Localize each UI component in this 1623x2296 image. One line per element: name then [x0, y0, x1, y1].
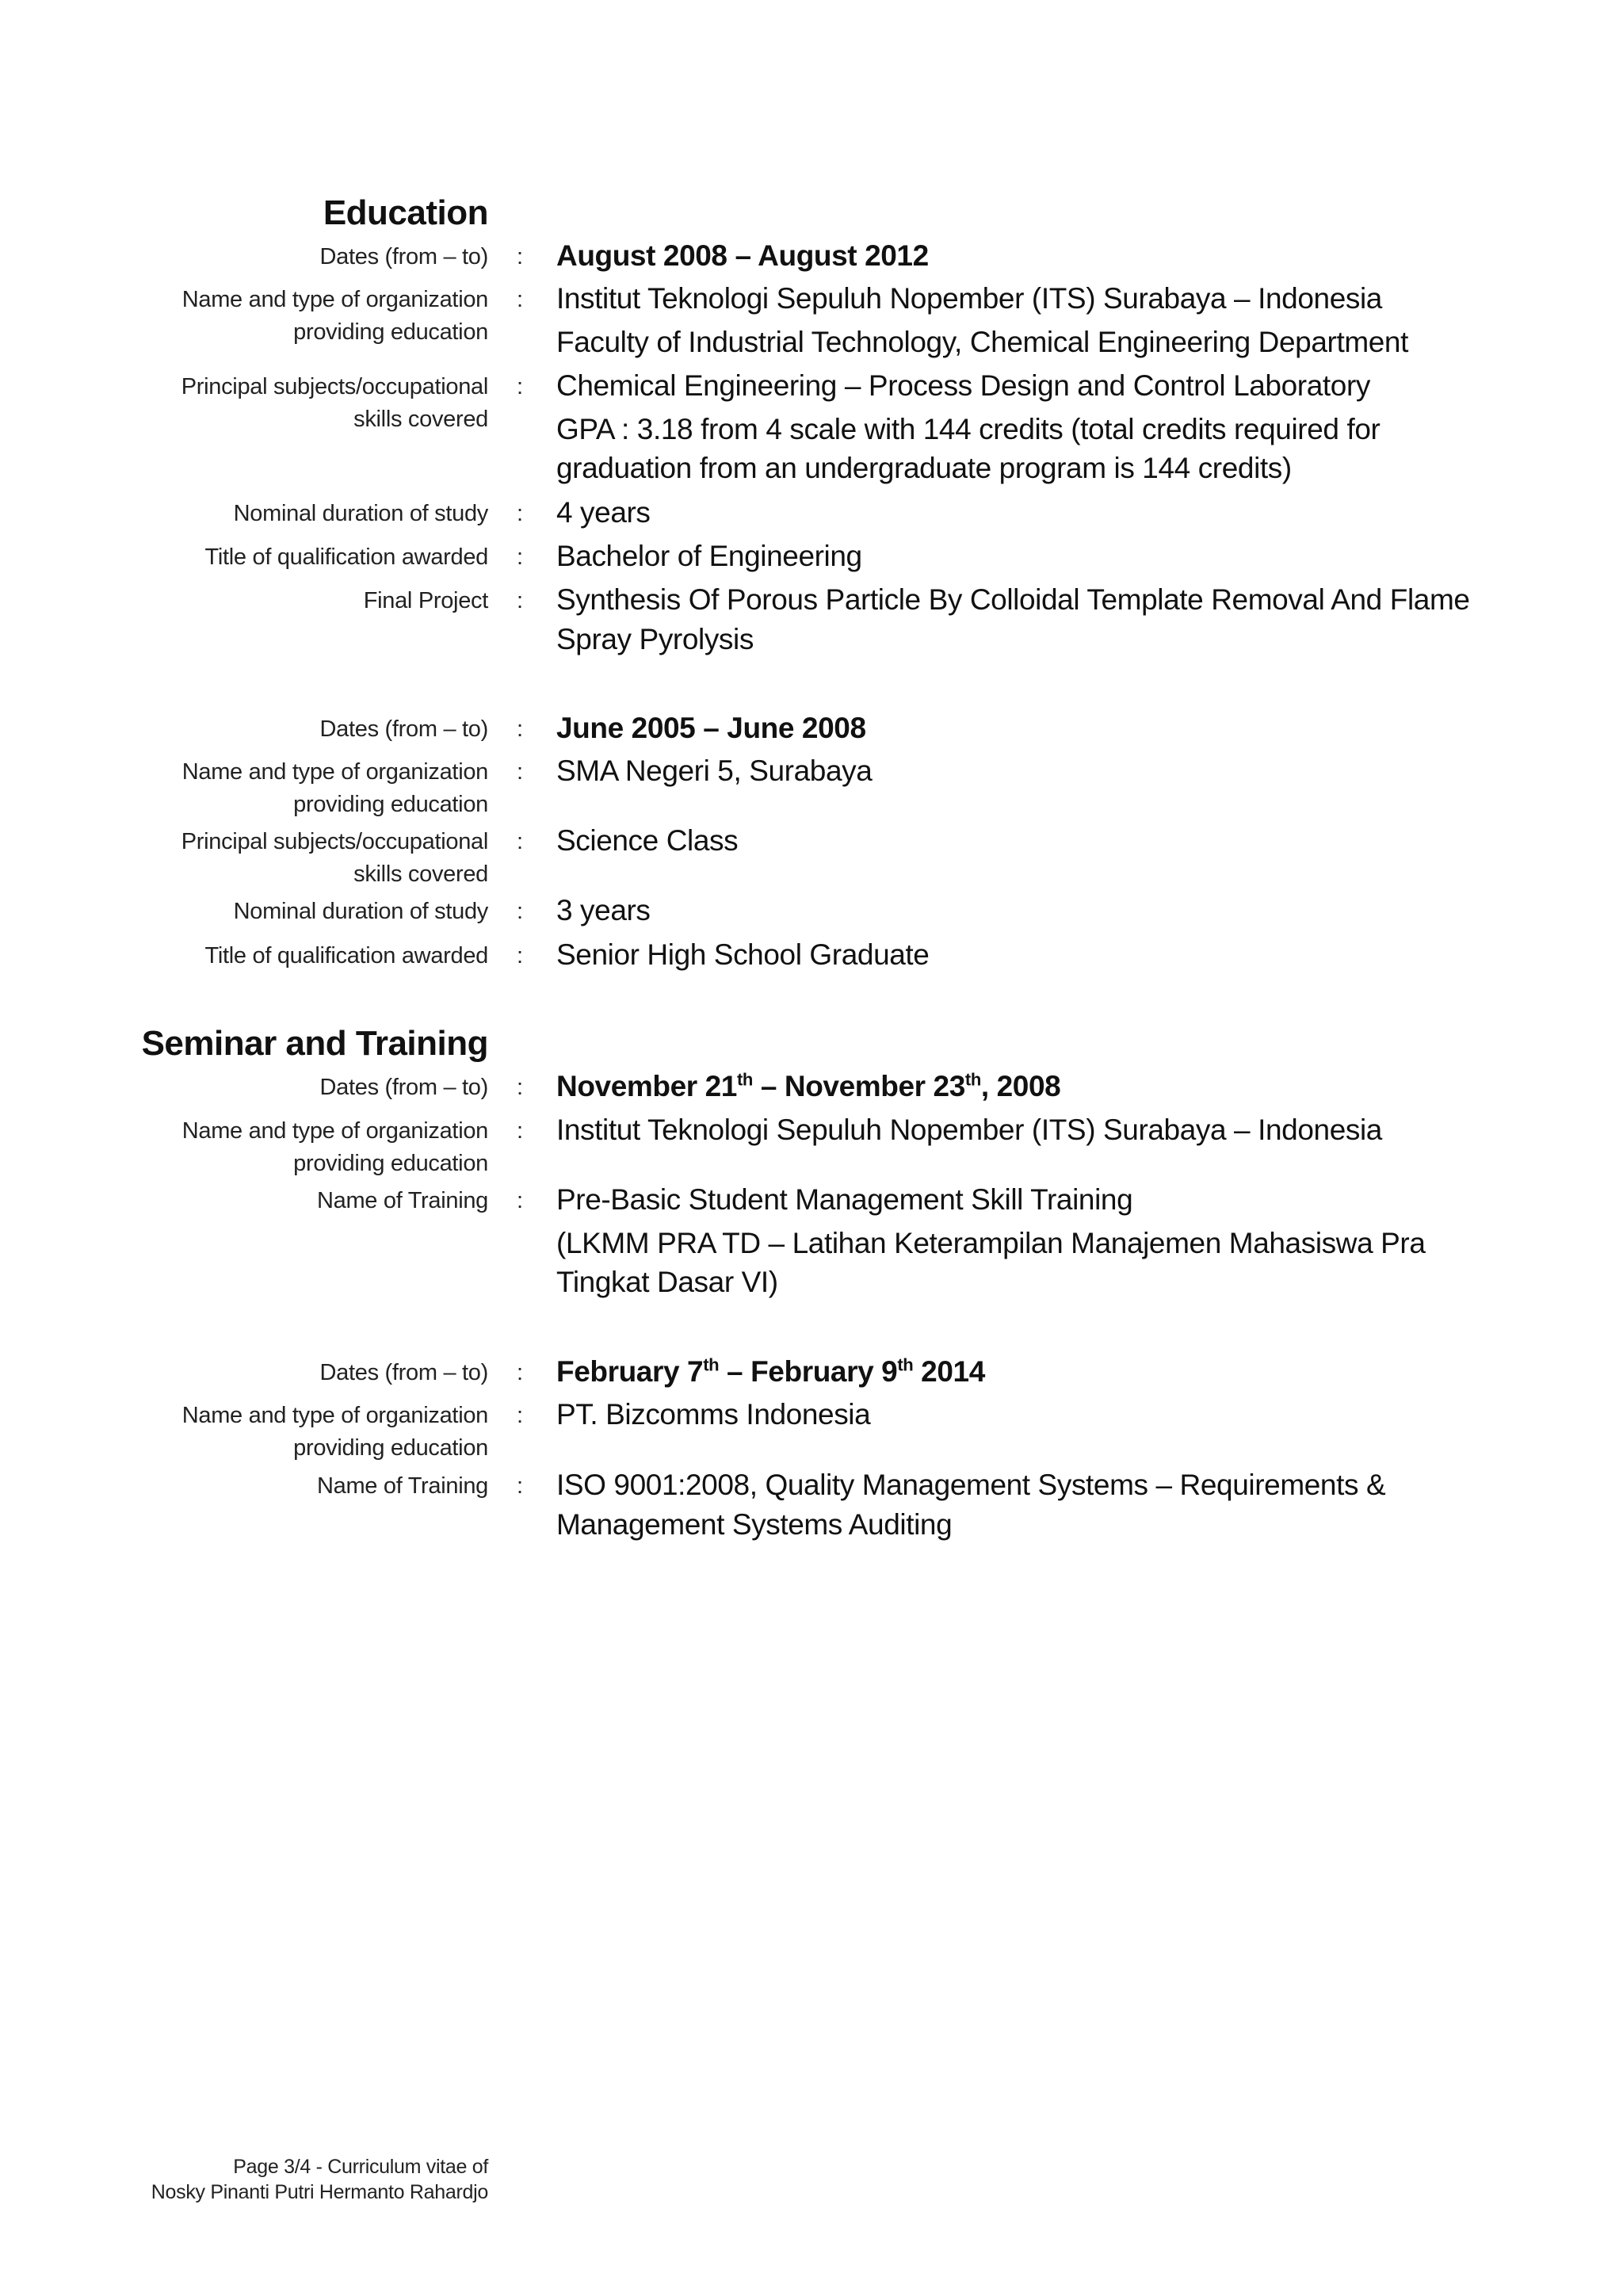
edu2-qualification-value: Senior High School Graduate — [556, 938, 930, 971]
edu1-subjects-value — [556, 366, 1515, 487]
sem2-dates-start-sup: th — [703, 1354, 720, 1375]
sem2-dates-value — [556, 1352, 1515, 1392]
sem1-training-label: Name of Training — [316, 1188, 488, 1213]
seminar-heading: Seminar and Training — [141, 1024, 488, 1063]
sem2-dates-mid: – February 9 — [719, 1355, 898, 1388]
colon: : — [517, 244, 524, 269]
colon: : — [517, 1473, 524, 1499]
edu2-subjects-label: Principal subjects/occupational skills covered — [181, 829, 488, 887]
sem1-dates-mid: – November 23 — [752, 1070, 965, 1102]
colon: : — [517, 1360, 524, 1385]
sem1-dates-start-sup: th — [737, 1069, 753, 1090]
colon: : — [517, 759, 524, 785]
colon: : — [517, 1118, 524, 1144]
colon: : — [517, 829, 524, 854]
colon: : — [517, 1403, 524, 1428]
edu2-org-label: Name and type of organization providing education — [181, 759, 488, 817]
colon: : — [517, 501, 524, 526]
edu1-org-label: Name and type of organization providing education — [181, 287, 488, 345]
edu2-duration-label: Nominal duration of study — [233, 899, 488, 924]
edu1-qualification-label: Title of qualification awarded — [204, 544, 488, 570]
colon: : — [517, 1075, 524, 1100]
colon: : — [517, 287, 524, 312]
sem1-dates-end-sup: th — [964, 1069, 981, 1090]
edu2-duration-value: 3 years — [556, 894, 651, 926]
sem1-dates-end: , 2008 — [980, 1070, 1061, 1102]
sem1-dates-label: Dates (from – to) — [319, 1075, 488, 1100]
sem1-training-line-2: (LKMM PRA TD – Latihan Keterampilan Manajemen Mahasiswa Pra Tingkat Dasar VI) — [556, 1227, 1426, 1298]
sem1-dates-value — [556, 1067, 1515, 1106]
edu1-dates-value: August 2008 – August 2012 — [556, 239, 929, 272]
sem2-dates-end: 2014 — [913, 1355, 985, 1388]
edu2-dates-label: Dates (from – to) — [319, 716, 488, 742]
edu1-subjects-line-2: GPA : 3.18 from 4 scale with 144 credits (total credits required for graduation from an undergraduate program is 144 credits) — [556, 413, 1381, 484]
edu1-subjects-label: Principal subjects/occupational skills covered — [181, 374, 488, 432]
colon: : — [517, 899, 524, 924]
sem1-training-value — [556, 1180, 1515, 1301]
sem1-org-label: Name and type of organization providing education — [181, 1118, 488, 1176]
sem1-training-line-1: Pre-Basic Student Management Skill Training — [556, 1183, 1133, 1216]
sem2-dates-start: February 7 — [556, 1355, 704, 1388]
sem2-dates-label: Dates (from – to) — [319, 1360, 488, 1385]
colon: : — [517, 716, 524, 742]
sem2-training-label: Name of Training — [316, 1473, 488, 1499]
sem2-training-value: ISO 9001:2008, Quality Management Systems – Requirements & Management Systems Auditing — [556, 1469, 1386, 1541]
footer-line-1: Page 3/4 - Curriculum vitae of — [233, 2156, 488, 2178]
colon: : — [517, 943, 524, 968]
edu1-project-label: Final Project — [363, 588, 488, 613]
colon: : — [517, 588, 524, 613]
colon: : — [517, 1188, 524, 1213]
edu1-org-line-2: Faculty of Industrial Technology, Chemical Engineering Department — [556, 326, 1408, 358]
edu2-dates-value: June 2005 – June 2008 — [556, 712, 866, 744]
sem1-dates-start: November 21 — [556, 1070, 737, 1102]
edu1-project-value: Synthesis Of Porous Particle By Colloidal Template Removal And Flame Spray Pyrolysis — [556, 583, 1470, 655]
sem2-org-value: PT. Bizcomms Indonesia — [556, 1398, 871, 1431]
education-heading: Education — [323, 193, 488, 232]
sem2-org-label: Name and type of organization providing education — [181, 1403, 488, 1461]
edu2-org-value: SMA Negeri 5, Surabaya — [556, 755, 873, 787]
edu2-subjects-value: Science Class — [556, 824, 739, 857]
sem2-dates-end-sup: th — [897, 1354, 914, 1375]
sem1-org-value: Institut Teknologi Sepuluh Nopember (ITS) Surabaya – Indonesia — [556, 1114, 1382, 1146]
edu1-dates-label: Dates (from – to) — [319, 244, 488, 269]
edu1-duration-label: Nominal duration of study — [233, 501, 488, 526]
edu1-qualification-value: Bachelor of Engineering — [556, 540, 862, 572]
edu1-org-value — [556, 279, 1515, 362]
footer-line-2: Nosky Pinanti Putri Hermanto Rahardjo — [151, 2181, 488, 2203]
edu1-org-line-1: Institut Teknologi Sepuluh Nopember (ITS) Surabaya – Indonesia — [556, 282, 1382, 315]
colon: : — [517, 544, 524, 570]
colon: : — [517, 374, 524, 399]
page-footer — [151, 2154, 488, 2205]
edu1-duration-value: 4 years — [556, 496, 651, 529]
edu1-subjects-line-1: Chemical Engineering – Process Design and Control Laboratory — [556, 369, 1370, 402]
edu2-qualification-label: Title of qualification awarded — [204, 943, 488, 968]
